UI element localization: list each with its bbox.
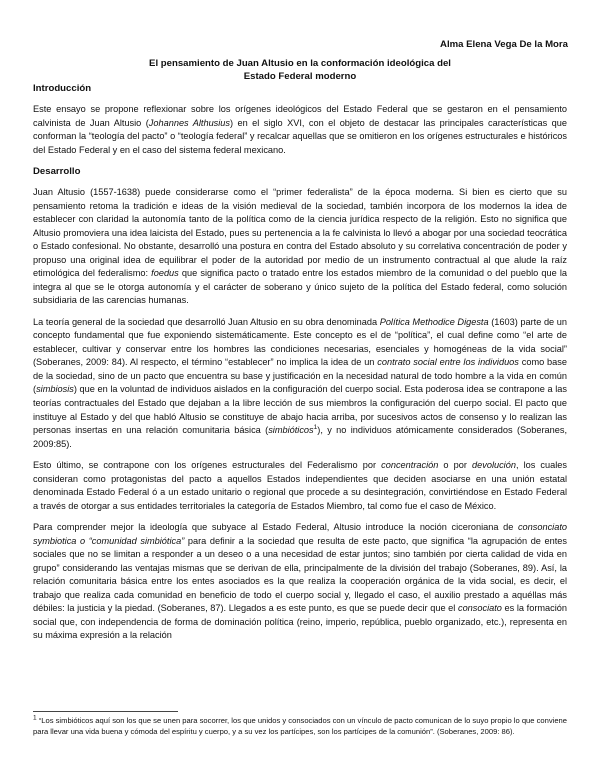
section-heading-desarrollo: Desarrollo: [33, 166, 81, 178]
text-run: La teoría general de la sociedad que desarrolló Juan Altusio en su obra denominada: [33, 316, 380, 327]
body-paragraph-2: [33, 316, 567, 451]
author-name: Alma Elena Vega De la Mora: [440, 39, 568, 50]
body-paragraph-3: [33, 459, 567, 513]
text-run: Juan Altusio (1557-1638) puede considerarse como el “primer federalista” de la época moderna. Si bien es cierto que su pensamiento retoma la tradición e ideas de la visión medieval de la sociedad, también incorpora de los modernos la idea de establecer con claridad la autonomía tanto de la política como de la ciencia jurídica respecto de la religión. Esto no significa que Altusio promoviera una idea laicista del Estado, pues su pertenencia a la fe calvinista lo llevó a abogar por una sociedad teocrática o Estado confesional. No obstante, desarrolló una postura en contra del Estado absoluto y su correlativa concentración de poder y propuso una original idea de equilibrar el poder de la autoridad por medio de un instrumento contractual al que alude la raíz etimológica del federalismo:: [33, 187, 567, 279]
italic-term: Política Methodice Digesta: [379, 316, 489, 327]
italic-term: contrato social entre los individuos: [377, 357, 519, 368]
italic-term: simbiosis: [36, 384, 74, 395]
italic-term: foedus: [151, 268, 179, 279]
text-run: es la formación social que, con independencia de forma de dominación política (reino, imperio, república, pueblo organizado, etc.), representa en su máxima expresión a la relación: [33, 603, 567, 641]
text-run: ) que en la voluntad de individuos aislados en la configuración del cuerpo social. Esta poderosa idea se contrapone a las teorías contractuales del Estado que dejaban a la libre lección de sus miembros la configuración del cuerpo social. El pacto que instituye al Estado y del que habló Altusio se constituye de abajo hacia arriba, por sucesivos actos de consenso y lo realizan las personas insertas en una relación comunitaria básica (: [33, 384, 567, 436]
text-run: o por: [438, 460, 473, 471]
text-run: para definir a la sociedad que resulta de este pacto, que significa “la agrupación de entes sociales que no se limitan a responder a un deseo o a una necesidad de estar juntos; sino también por cierta calidad de vida en grupo” considerando las ventajas mismas que se derivan de ella, principalmente de la división del trabajo (Soberanes, 89). Así, la relación comunitaria básica entre los entes asociados es la que realiza la cooperación orgánica de la vida social, es decir, el trabajo que realiza cada comunidad en beneficio de todo el cuerpo social y, llegado el caso, el auxilio prestado a aquéllas más débiles: la justicia y la piedad. (Soberanes, 87). Llegados a es este punto, es que se puede decir que el: [33, 535, 568, 614]
italic-term: simbióticos: [268, 425, 314, 436]
intro-paragraph: [33, 103, 567, 157]
text-run: Para comprender mejor la ideología que subyace al Estado Federal, Altusio introduce la noción ciceroniana de: [33, 522, 518, 533]
body-paragraph-1: [33, 186, 567, 308]
footnote: [33, 716, 567, 738]
text-run: que significa pacto o tratado entre los estados miembro de la comunidad o del pueblo que la integra al que se le otorga autonomía y el carácter de soberano y único sujeto de la política del Estado federal, como solución subsidiaria de las carencias humanas.: [33, 268, 568, 306]
body-paragraph-4: [33, 521, 567, 643]
italic-term: consonciato symbiotica o “comunidad simbiótica”: [33, 522, 567, 546]
text-run: Esto último, se contrapone con los orígenes estructurales del Federalismo por: [33, 460, 382, 471]
footnote-divider: [33, 711, 178, 712]
text-run: como base de la sociedad, sino de un pacto que encuentra su base y justificación en la necesidad natural de todo hombre a la vida en común (: [33, 357, 567, 395]
footnote-marker: 1: [33, 714, 37, 722]
section-heading-introduccion: Introducción: [33, 83, 92, 94]
document-body: [33, 82, 567, 651]
footnote-text: “Los simbióticos aquí son los que se unen para socorrer, los que unidos y consociados con un vínculo de pacto comunican de lo suyo propio lo que conviene para llevar una vida buena y cómoda del espíritu y cuerpo, y a su vez los partícipes, son los partícipes de la comunión”. (Soberanes, 2009: 86).: [33, 716, 567, 736]
footnote-reference[interactable]: 1: [313, 423, 318, 431]
title-line-2: Estado Federal moderno: [243, 70, 357, 82]
text-run: (1603) parte de un concepto fundamental que fue exponiendo sistemáticamente. Este concepto es el de “política”, el cual define como “el arte de establecer, cultivar y conservar entre los hombres las condiciones necesarias, esenciales y homogéneas de la vida social” (Soberanes, 2009: 84). Al respecto, el término “establecer” no implica la idea de un: [33, 316, 567, 368]
italic-term: Johannes Althusius: [148, 117, 231, 128]
document-title: [0, 58, 600, 84]
italic-term: consociato: [457, 603, 502, 614]
text-run: , los cuales consideran como protagonistas del pacto a aquellos Estados independientes que deciden asociarse en una unión estatal denominada Estado Federal ó a un estado unitario o regional que procede a su desintegración, convirtiéndose en Estado Federal a través de otorgar a sus entidades territoriales la categoría de Estados Miembro, tal como fue el caso de México.: [33, 460, 567, 511]
italic-term: devolución: [472, 460, 516, 471]
text-run: ) en el siglo XVI, con el objeto de destacar las principales características que conforman la “teología del pacto” o “teología federal” y recalcar aquellas que se omitieron en los orígenes estructurales e históricos del Estado Federal y en el caso del sistema federal mexicano.: [33, 117, 567, 155]
italic-term: concentración: [381, 460, 439, 471]
text-run: Este ensayo se propone reflexionar sobre los orígenes ideológicos del Estado Federal que se gestaron en el pensamiento calvinista de Juan Altusio (: [33, 104, 567, 128]
title-line-1: El pensamiento de Juan Altusio en la conformación ideológica del: [149, 58, 451, 69]
text-run: ), y no individuos atómicamente considerados (Soberanes, 2009:85).: [33, 425, 567, 449]
